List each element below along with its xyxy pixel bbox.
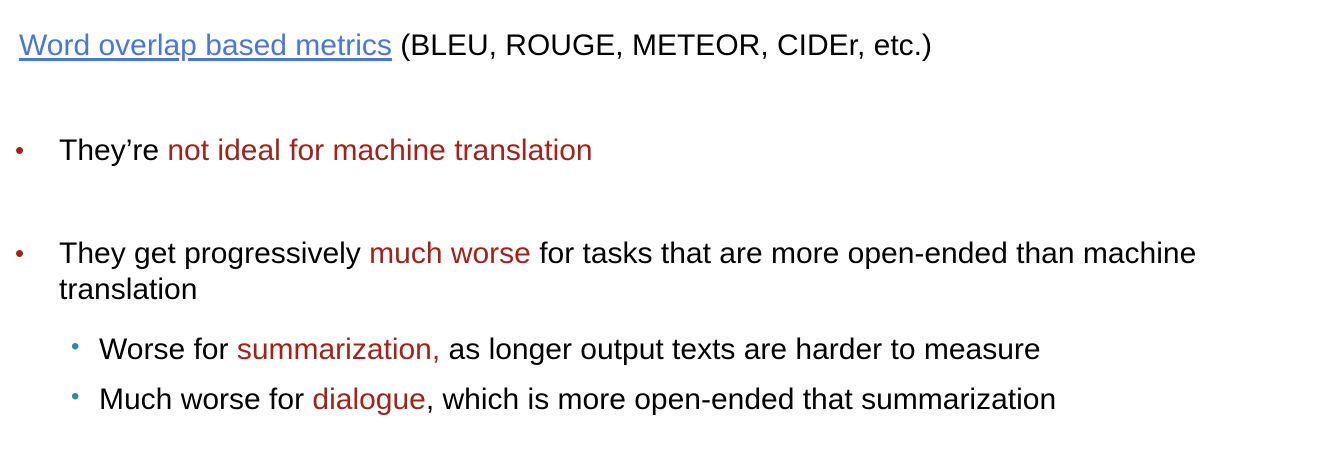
sub-bullet-highlight: summarization, (236, 333, 441, 366)
bullet-text-continued: for tasks that are more open-ended than machine translation (59, 237, 1197, 306)
sub-bullet-text-continued: as longer output texts are harder to measure (440, 333, 1041, 366)
sub-bullet-summarization (71, 332, 1041, 368)
sub-bullet-highlight: dialogue (312, 383, 426, 416)
bullet-highlight: much worse (369, 237, 531, 270)
bullet-dot-icon: • (15, 238, 25, 268)
bullet-not-ideal-mt (15, 133, 1319, 169)
sub-bullet-text: Worse for (99, 333, 237, 366)
sub-bullet-text-continued: , which is more open-ended that summarization (425, 383, 1057, 416)
heading-metric-list: (BLEU, ROUGE, METEOR, CIDEr, etc.) (391, 29, 933, 62)
sub-bullet-text: Much worse for (99, 383, 313, 416)
slide-heading (19, 28, 932, 64)
sub-bullet-dot-icon: • (71, 333, 80, 360)
word-overlap-metrics-link[interactable]: Word overlap based metrics (19, 29, 392, 62)
bullet-text: They’re (59, 134, 168, 167)
bullet-progressively-worse (15, 236, 1319, 308)
bullet-highlight: not ideal for machine translation (167, 134, 593, 167)
sub-bullet-dot-icon: • (71, 383, 80, 410)
sub-bullet-dialogue (71, 382, 1057, 418)
bullet-text: They get progressively (59, 237, 370, 270)
bullet-dot-icon: • (15, 135, 25, 165)
